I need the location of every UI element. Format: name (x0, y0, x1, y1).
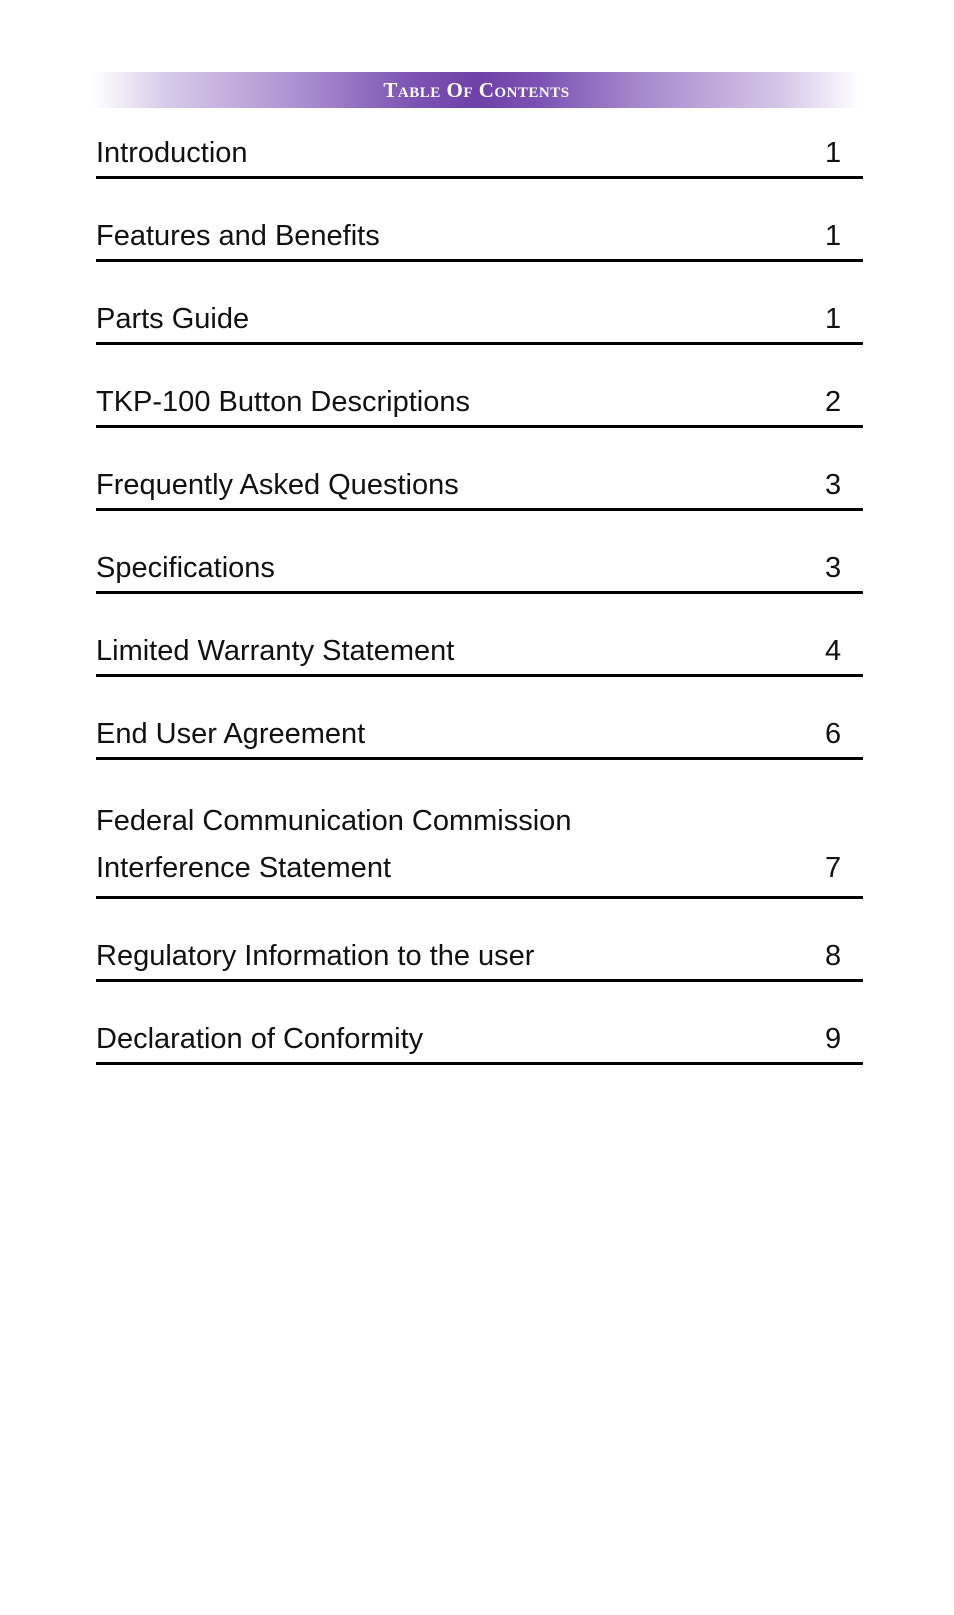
toc-entry-specifications[interactable] (96, 549, 863, 594)
toc-entry-title-line: Federal Communication Commission (96, 805, 572, 837)
toc-entry-title: Declaration of Conformity (96, 1023, 424, 1055)
toc-entry-introduction[interactable] (96, 134, 863, 179)
toc-entry-title: Parts Guide (96, 303, 250, 335)
toc-entry-end-user-agreement[interactable] (96, 715, 863, 760)
toc-entry-features[interactable] (96, 217, 863, 262)
toc-entry-title: Limited Warranty Statement (96, 635, 455, 667)
toc-entry-page: 4 (825, 635, 842, 667)
toc-entry-page: 1 (825, 303, 842, 335)
toc-entry-button-descriptions[interactable] (96, 383, 863, 428)
toc-entry-title: Introduction (96, 137, 248, 169)
toc-entry-page: 1 (825, 137, 842, 169)
toc-entry-title: Specifications (96, 552, 275, 584)
toc-entry-fcc-statement[interactable] (96, 798, 863, 899)
toc-entry-title: TKP-100 Button Descriptions (96, 386, 470, 418)
toc-entry-page: 1 (825, 220, 842, 252)
toc-entry-title (96, 798, 571, 892)
toc-entry-warranty[interactable] (96, 632, 863, 677)
toc-header-bar (93, 72, 860, 108)
toc-entry-declaration-of-conformity[interactable] (96, 1020, 863, 1065)
toc-entry-page: 6 (825, 718, 842, 750)
toc-entry-title: Frequently Asked Questions (96, 469, 459, 501)
toc-entry-page: 9 (825, 1023, 842, 1055)
toc-entry-title: Features and Benefits (96, 220, 380, 252)
toc-entry-regulatory-info[interactable] (96, 937, 863, 982)
toc-entry-faq[interactable] (96, 466, 863, 511)
toc-entry-page: 3 (825, 469, 842, 501)
toc-entry-title: End User Agreement (96, 718, 366, 750)
toc-entry-page: 2 (825, 386, 842, 418)
toc-header-title: Table Of Contents (383, 77, 570, 102)
table-of-contents (96, 134, 863, 1103)
toc-entry-page: 8 (825, 940, 842, 972)
toc-entry-parts-guide[interactable] (96, 300, 863, 345)
toc-entry-page: 3 (825, 552, 842, 584)
toc-entry-title: Regulatory Information to the user (96, 940, 535, 972)
toc-entry-title-line: Interference Statement (96, 852, 391, 884)
toc-entry-page: 7 (825, 852, 842, 884)
